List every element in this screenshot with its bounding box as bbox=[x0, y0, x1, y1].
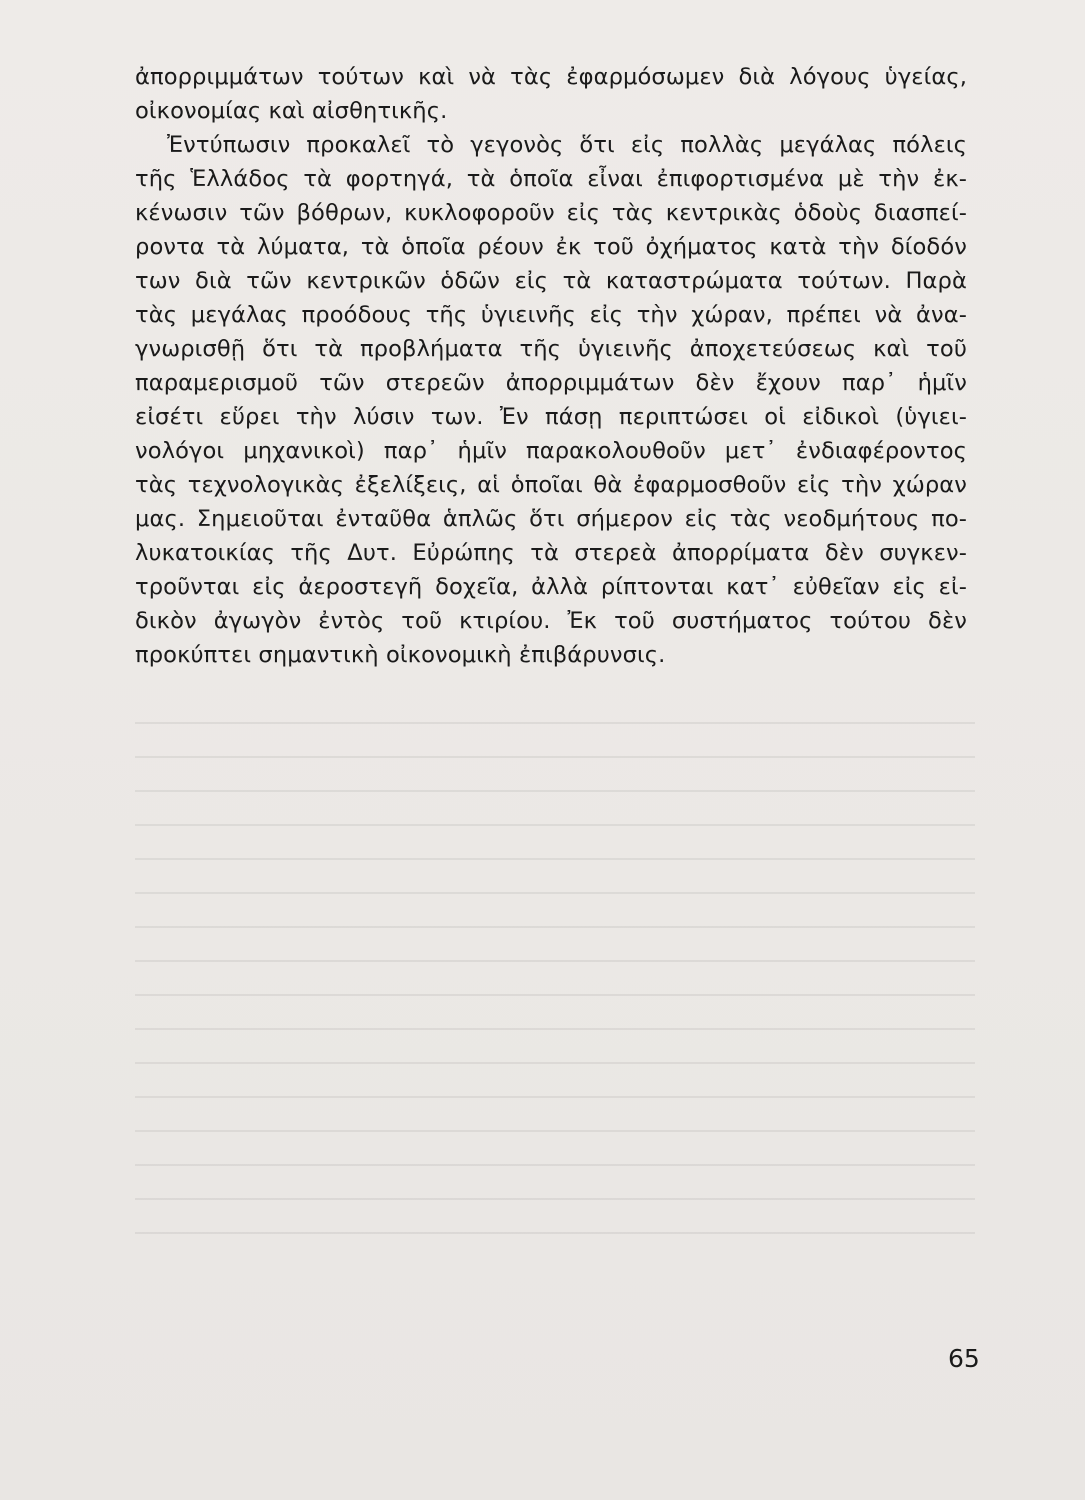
text-line: γνωρισθῇ ὅτι τὰ προβλήματα τῆς ὑγιεινῆς ἀποχετεύσεως καὶ τοῦ bbox=[135, 336, 967, 362]
text-line: προκύπτει σημαντικὴ οἰκονομικὴ ἐπιβάρυνσις. bbox=[135, 642, 666, 668]
text-line: ἀπορριμμάτων τούτων καὶ νὰ τὰς ἐφαρμόσωμεν διὰ λόγους ὑγείας, bbox=[135, 64, 967, 90]
text-line: τῆς Ἑλλάδος τὰ φορτηγά, τὰ ὁποῖα εἶναι ἐπιφορτισμένα μὲ τὴν ἐκ- bbox=[135, 166, 967, 192]
text-line: δικὸν ἀγωγὸν ἐντὸς τοῦ κτιρίου. Ἐκ τοῦ συστήματος τούτου δὲν bbox=[135, 608, 967, 634]
text-line: ροντα τὰ λύματα, τὰ ὁποῖα ρέουν ἐκ τοῦ ὀχήματος κατὰ τὴν δίοδόν bbox=[135, 234, 967, 260]
paragraph-start-line: Ἐντύπωσιν προκαλεῖ τὸ γεγονὸς ὅτι εἰς πολλὰς μεγάλας πόλεις bbox=[167, 132, 967, 158]
text-line: των διὰ τῶν κεντρικῶν ὁδῶν εἰς τὰ καταστρώματα τούτων. Παρὰ bbox=[135, 268, 967, 294]
show-through-text bbox=[135, 700, 975, 1260]
text-line: οἰκονομίας καὶ αἰσθητικῆς. bbox=[135, 98, 448, 124]
text-line: μας. Σημειοῦται ἐνταῦθα ἁπλῶς ὅτι σήμερον εἰς τὰς νεοδμήτους πο- bbox=[135, 506, 967, 532]
text-line: τὰς τεχνολογικὰς ἐξελίξεις, αἱ ὁποῖαι θὰ ἐφαρμοσθοῦν εἰς τὴν χώραν bbox=[135, 472, 967, 498]
text-line: τροῦνται εἰς ἀεροστεγῆ δοχεῖα, ἀλλὰ ρίπτονται κατ᾽ εὐθεῖαν εἰς εἰ- bbox=[135, 574, 967, 600]
text-line: λυκατοικίας τῆς Δυτ. Εὐρώπης τὰ στερεὰ ἀπορρίματα δὲν συγκεν- bbox=[135, 540, 967, 566]
body-text bbox=[135, 60, 967, 672]
text-line: νολόγοι μηχανικοὶ) παρ᾽ ἡμῖν παρακολουθοῦν μετ᾽ ἐνδιαφέροντος bbox=[135, 438, 967, 464]
text-line: εἰσέτι εὕρει τὴν λύσιν των. Ἐν πάσῃ περιπτώσει οἱ εἰδικοὶ (ὑγιει- bbox=[135, 404, 967, 430]
page-number: 65 bbox=[948, 1344, 980, 1373]
text-line: παραμερισμοῦ τῶν στερεῶν ἀπορριμμάτων δὲν ἔχουν παρ᾽ ἡμῖν bbox=[135, 370, 967, 396]
text-line: κένωσιν τῶν βόθρων, κυκλοφοροῦν εἰς τὰς κεντρικὰς ὁδοὺς διασπεί- bbox=[135, 200, 967, 226]
text-line: τὰς μεγάλας προόδους τῆς ὑγιεινῆς εἰς τὴν χώραν, πρέπει νὰ ἀνα- bbox=[135, 302, 967, 328]
